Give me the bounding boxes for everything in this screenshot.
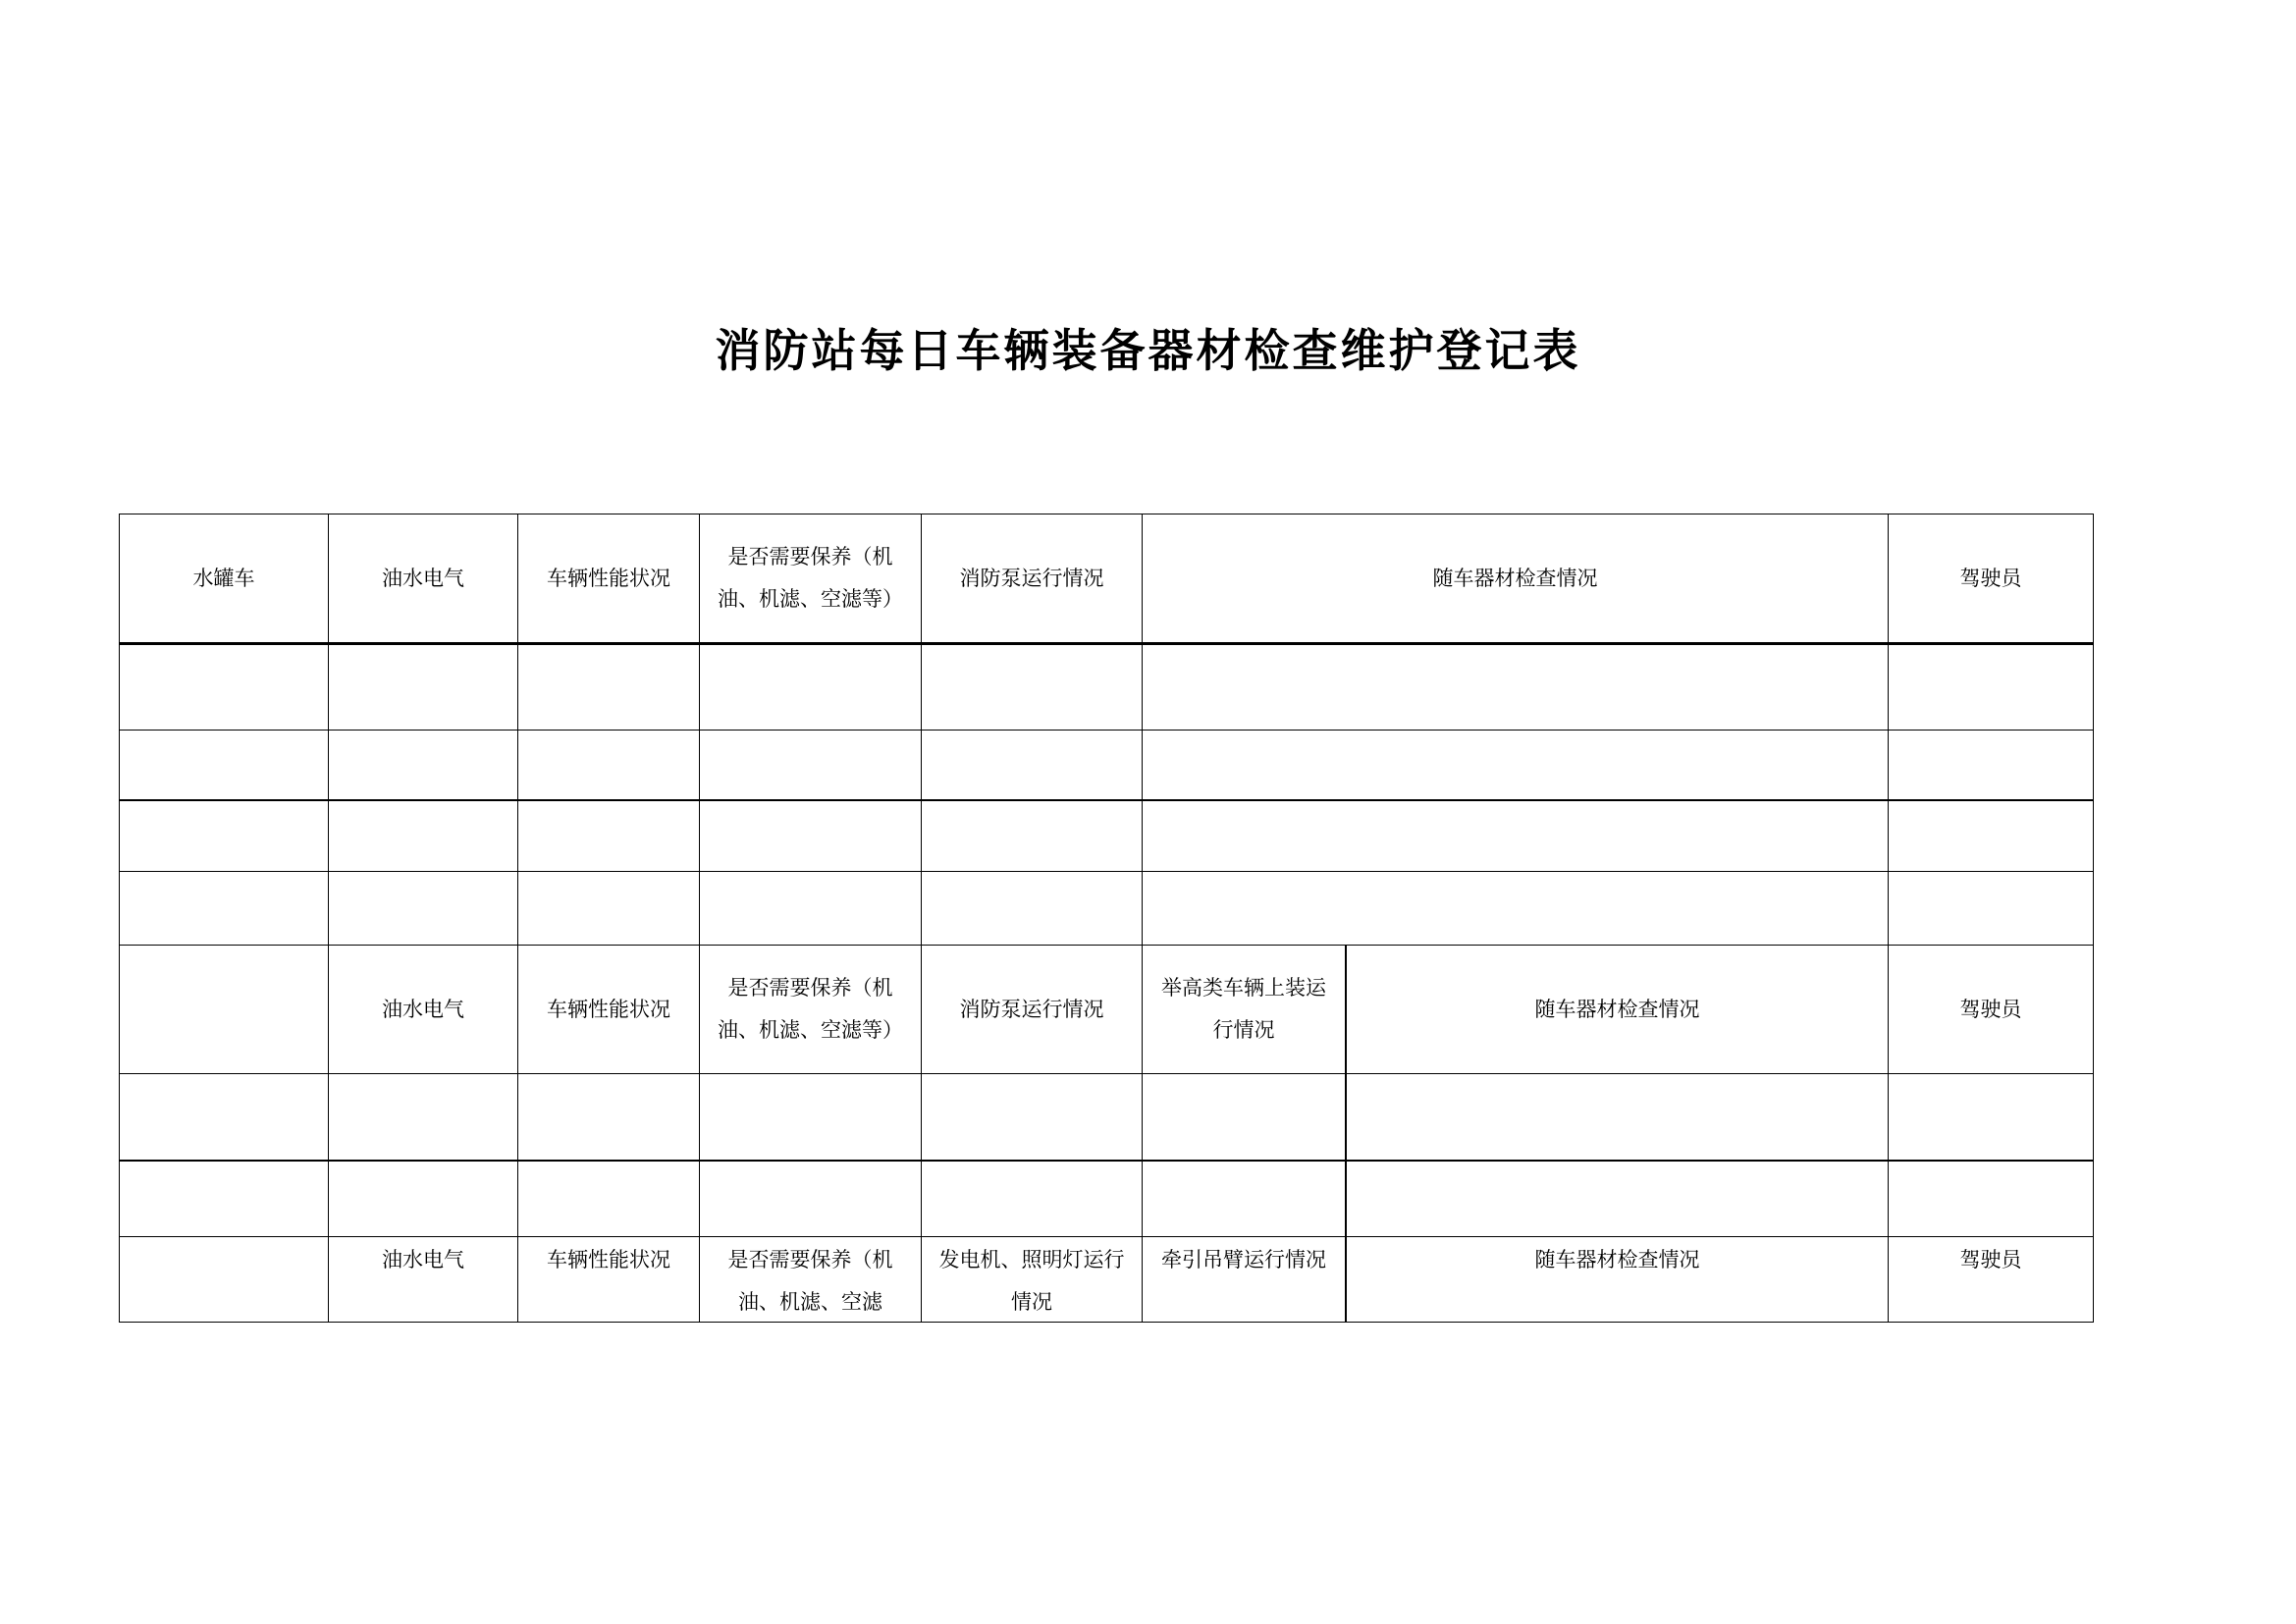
header-tow-crane: [1143, 1237, 1345, 1322]
header-maintenance-needed: [700, 946, 921, 1073]
header-label: 随车器材检查情况: [1534, 997, 1700, 1021]
header-label: 车辆性能状况: [547, 1248, 670, 1272]
header-aerial-operation: [1143, 946, 1345, 1073]
entry-aerial-operation[interactable]: [1143, 1074, 1345, 1160]
header-label: 水罐车: [192, 566, 255, 590]
entry-maintenance-needed[interactable]: [700, 801, 921, 871]
entry-vehicle-performance[interactable]: [518, 1074, 699, 1160]
header-label: 随车器材检查情况: [1534, 1248, 1700, 1272]
entry-pump-operation[interactable]: [922, 645, 1142, 730]
header-label: 随车器材检查情况: [1432, 566, 1598, 590]
entry-driver[interactable]: [1889, 645, 2093, 730]
entry-vehicle-performance[interactable]: [518, 645, 699, 730]
header-label: 车辆性能状况: [547, 997, 670, 1021]
header-maintenance-needed: [700, 1237, 921, 1322]
entry-pump-operation[interactable]: [922, 801, 1142, 871]
entry-maintenance-needed[interactable]: [700, 1074, 921, 1160]
header-label: 发电机、照明灯运行情况: [938, 1248, 1125, 1314]
entry-vehicle-performance[interactable]: [518, 731, 699, 799]
entry-oil-water-electric[interactable]: [329, 872, 517, 945]
header-pump-operation: [922, 514, 1142, 642]
header-label: 消防泵运行情况: [959, 566, 1104, 590]
header-driver: [1889, 946, 2093, 1073]
entry-vehicle-type[interactable]: [120, 1074, 328, 1160]
entry-equipment-check[interactable]: [1347, 1162, 1888, 1236]
entry-driver[interactable]: [1889, 731, 2093, 799]
entry-driver[interactable]: [1889, 872, 2093, 945]
header-label: 油水电气: [382, 997, 464, 1021]
entry-oil-water-electric[interactable]: [329, 731, 517, 799]
header-label: 是否需要保养（机油、机滤、空滤等）: [718, 545, 903, 611]
header-label: 油水电气: [382, 566, 464, 590]
header-equipment-check: [1143, 514, 1888, 642]
header-maintenance-needed: [700, 514, 921, 642]
entry-vehicle-type[interactable]: [120, 731, 328, 799]
entry-oil-water-electric[interactable]: [329, 801, 517, 871]
header-equipment-check: [1347, 1237, 1888, 1322]
header-label: 驾驶员: [1959, 566, 2022, 590]
header-label: 驾驶员: [1959, 1248, 2022, 1272]
entry-oil-water-electric[interactable]: [329, 1074, 517, 1160]
entry-driver[interactable]: [1889, 1074, 2093, 1160]
header-label: 是否需要保养（机油、机滤、空滤: [727, 1248, 893, 1314]
header-label: 油水电气: [382, 1248, 464, 1272]
table-border-right: [2093, 514, 2094, 1323]
entry-aerial-operation[interactable]: [1143, 1162, 1345, 1236]
header-label: 举高类车辆上装运行情况: [1161, 976, 1326, 1042]
entry-equipment-check[interactable]: [1143, 645, 1888, 730]
header-equipment-check: [1347, 946, 1888, 1073]
entry-pump-operation[interactable]: [922, 731, 1142, 799]
entry-vehicle-type[interactable]: [120, 645, 328, 730]
header-driver: [1889, 1237, 2093, 1322]
entry-equipment-check[interactable]: [1143, 872, 1888, 945]
entry-vehicle-type[interactable]: [120, 801, 328, 871]
entry-equipment-check[interactable]: [1347, 1074, 1888, 1160]
header-vehicle-type-blank: [120, 946, 328, 1073]
header-label: 驾驶员: [1959, 997, 2022, 1021]
entry-driver[interactable]: [1889, 801, 2093, 871]
entry-maintenance-needed[interactable]: [700, 1162, 921, 1236]
header-oil-water-electric: [329, 1237, 517, 1322]
entry-vehicle-performance[interactable]: [518, 872, 699, 945]
header-vehicle-performance: [518, 946, 699, 1073]
entry-maintenance-needed[interactable]: [700, 872, 921, 945]
entry-maintenance-needed[interactable]: [700, 731, 921, 799]
table-border-bottom: [119, 1322, 2094, 1323]
header-driver: [1889, 514, 2093, 642]
entry-vehicle-type[interactable]: [120, 1162, 328, 1236]
page-title: 消防站每日车辆装备器材检查维护登记表: [715, 324, 1581, 377]
header-vehicle-type-blank: [120, 1237, 328, 1322]
entry-equipment-check[interactable]: [1143, 731, 1888, 799]
inspection-form-table: [119, 514, 2094, 1323]
header-label: 车辆性能状况: [547, 566, 670, 590]
header-vehicle-performance: [518, 1237, 699, 1322]
header-vehicle-type: [120, 514, 328, 642]
header-oil-water-electric: [329, 946, 517, 1073]
entry-pump-operation[interactable]: [922, 1162, 1142, 1236]
entry-driver[interactable]: [1889, 1162, 2093, 1236]
header-pump-operation: [922, 946, 1142, 1073]
entry-vehicle-performance[interactable]: [518, 801, 699, 871]
entry-equipment-check[interactable]: [1143, 801, 1888, 871]
header-label: 消防泵运行情况: [959, 997, 1104, 1021]
entry-pump-operation[interactable]: [922, 872, 1142, 945]
header-oil-water-electric: [329, 514, 517, 642]
entry-vehicle-type[interactable]: [120, 872, 328, 945]
entry-pump-operation[interactable]: [922, 1074, 1142, 1160]
entry-vehicle-performance[interactable]: [518, 1162, 699, 1236]
header-label: 牵引吊臂运行情况: [1161, 1248, 1326, 1272]
header-label: 是否需要保养（机油、机滤、空滤等）: [718, 976, 903, 1042]
header-vehicle-performance: [518, 514, 699, 642]
entry-maintenance-needed[interactable]: [700, 645, 921, 730]
header-generator-lighting: [922, 1237, 1142, 1322]
entry-oil-water-electric[interactable]: [329, 645, 517, 730]
entry-oil-water-electric[interactable]: [329, 1162, 517, 1236]
